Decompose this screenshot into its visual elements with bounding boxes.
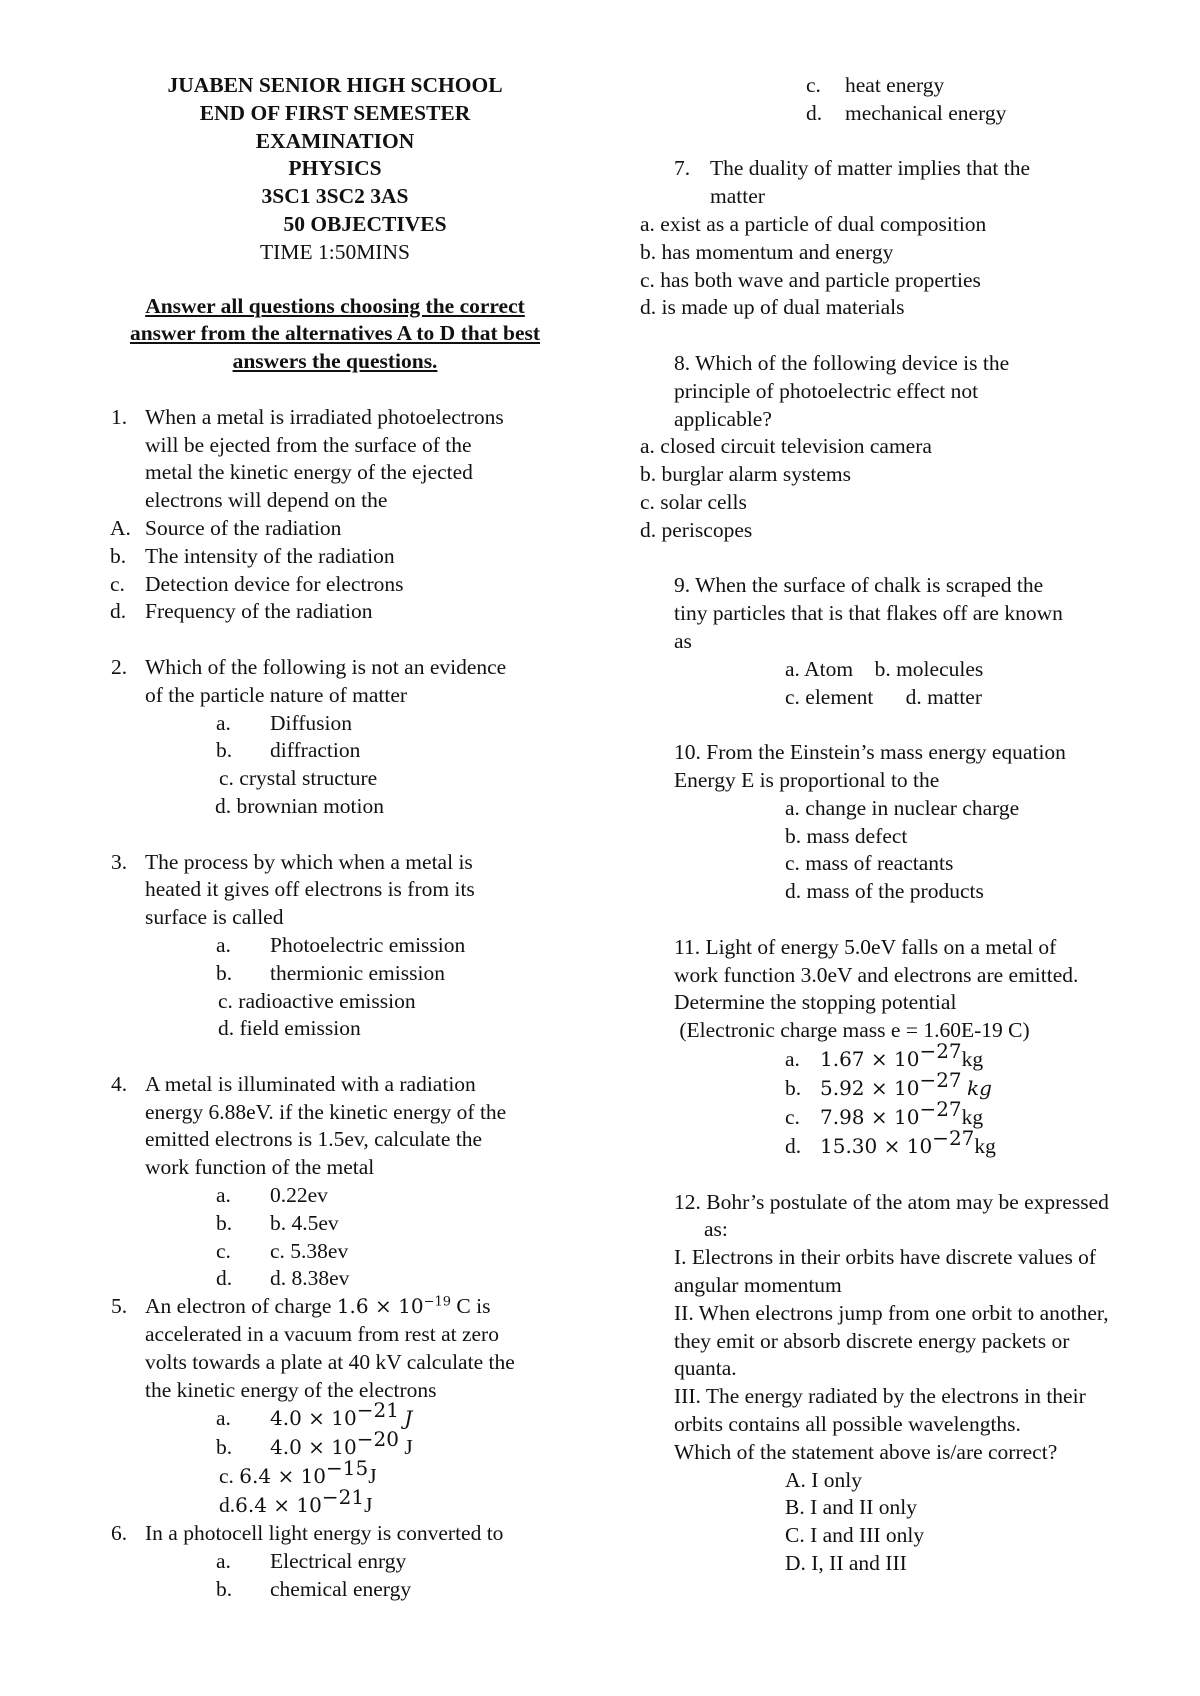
option: C. I and III only xyxy=(785,1523,925,1548)
question-text: matter xyxy=(710,184,765,209)
option: d. field emission xyxy=(218,1016,361,1041)
option: D. I, II and III xyxy=(785,1551,907,1576)
option: b. thermionic emission xyxy=(216,960,445,985)
exam-line-1: END OF FIRST SEMESTER xyxy=(199,100,471,125)
option: c. radioactive emission xyxy=(218,988,416,1013)
question-text: An electron of charge $1.6 \times 10^{-19}$ C is xyxy=(145,1294,491,1319)
option: b. burglar alarm systems xyxy=(640,462,851,487)
question-text: will be ejected from the surface of the xyxy=(145,432,472,457)
charge-value: $1.6 \times 10^{-19}$ xyxy=(336,1294,451,1319)
question-11 xyxy=(640,934,1180,1045)
option: A. I only xyxy=(785,1467,863,1492)
option: b. b. 4.5ev xyxy=(216,1210,339,1235)
question-text: 10. From the Einstein’s mass energy equation xyxy=(674,740,1066,765)
question-10 xyxy=(640,739,1180,795)
question-12 xyxy=(640,1189,1180,1245)
question-3 xyxy=(85,849,585,932)
option: b. chemical energy xyxy=(216,1577,412,1602)
question-4 xyxy=(85,1071,585,1182)
option: a. Electrical enrgy xyxy=(216,1549,407,1574)
option: c. $7.98 \times 10^{-27}kg$ xyxy=(785,1096,984,1129)
option: A. Source of the radiation xyxy=(110,515,342,540)
left-column xyxy=(85,72,585,1604)
question-text: electrons will depend on the xyxy=(145,488,388,513)
right-column xyxy=(640,72,1180,1578)
question-text: The process by which when a metal is xyxy=(145,849,473,874)
option: a. $4.0 \times 10^{-21}$ J xyxy=(216,1398,413,1431)
option: $d.6.4 \times 10^{-21}J$ xyxy=(219,1485,373,1518)
question-number: 1. xyxy=(111,404,128,429)
question-number: 6. xyxy=(111,1521,128,1546)
option: a. $1.67 \times 10^{-27}kg$ xyxy=(785,1038,984,1071)
option: d. brownian motion xyxy=(215,793,384,818)
question-number: 5. xyxy=(111,1294,128,1319)
question-text: Which of the following is not an evidence xyxy=(145,654,507,679)
option: c. crystal structure xyxy=(219,766,378,791)
option-row: a. Atom b. molecules xyxy=(785,656,984,681)
statement: they emit or absorb discrete energy packets or xyxy=(674,1328,1070,1353)
statement: angular momentum xyxy=(674,1273,842,1298)
option: c. mass of reactants xyxy=(785,851,954,876)
option: c. solar cells xyxy=(640,489,747,514)
option: c. Detection device for electrons xyxy=(110,571,404,596)
option: d. Frequency of the radiation xyxy=(110,599,373,624)
question-text: 8. Which of the following device is the xyxy=(674,350,1010,375)
question-number: 3. xyxy=(111,849,128,874)
question-text: of the particle nature of matter xyxy=(145,682,408,707)
instruction-line: answers the questions. xyxy=(232,349,438,374)
time-allowed: TIME 1:50MINS xyxy=(260,239,410,264)
question-text: Determine the stopping potential xyxy=(674,990,957,1015)
school-name: JUABEN SENIOR HIGH SCHOOL xyxy=(167,73,503,97)
question-text: A metal is illuminated with a radiation xyxy=(145,1071,476,1096)
question-number: 2. xyxy=(111,654,128,679)
question-2 xyxy=(85,654,585,710)
question-text: emitted electrons is 1.5ev, calculate the xyxy=(145,1127,483,1152)
question-text: principle of photoelectric effect not xyxy=(674,378,979,403)
question-number: 7. xyxy=(674,156,691,181)
question-text: (Electronic charge mass e = 1.60E-19 C) xyxy=(674,1018,1030,1043)
instructions xyxy=(85,293,585,376)
question-text: applicable? xyxy=(674,406,772,431)
question-text: 11. Light of energy 5.0eV falls on a metal of xyxy=(674,934,1057,959)
option: d. d. 8.38ev xyxy=(216,1266,350,1291)
option: d. periscopes xyxy=(640,517,753,542)
question-text: work function 3.0eV and electrons are emitted. xyxy=(674,962,1079,987)
classes: 3SC1 3SC2 3AS xyxy=(261,184,409,209)
question-text: as: xyxy=(704,1217,728,1242)
question-5 xyxy=(85,1293,585,1404)
exam-line-2: EXAMINATION xyxy=(255,128,415,153)
question-text: volts towards a plate at 40 kV calculate the xyxy=(145,1349,515,1374)
option: c. heat energy xyxy=(806,73,945,97)
option: a. exist as a particle of dual composition xyxy=(640,211,987,236)
question-6 xyxy=(85,1520,585,1548)
question-7 xyxy=(640,155,1180,211)
question-8 xyxy=(640,350,1180,433)
question-text: surface is called xyxy=(145,905,284,930)
statement: Which of the statement above is/are correct? xyxy=(674,1439,1058,1464)
option: b. mass defect xyxy=(785,823,908,848)
option: a. Photoelectric emission xyxy=(216,932,466,957)
option: B. I and II only xyxy=(785,1495,917,1520)
question-text: as xyxy=(674,628,692,653)
option: b. has momentum and energy xyxy=(640,239,894,264)
option: d. mass of the products xyxy=(785,879,984,904)
question-text: When a metal is irradiated photoelectrons xyxy=(145,404,504,429)
option-row: c. element d. matter xyxy=(785,684,983,709)
objectives: 50 OBJECTIVES xyxy=(283,211,447,236)
option: b. diffraction xyxy=(216,738,361,763)
exam-header xyxy=(85,72,585,267)
option: d. is made up of dual materials xyxy=(640,295,905,320)
option: c. has both wave and particle properties xyxy=(640,267,981,292)
option: c. c. 5.38ev xyxy=(216,1238,349,1263)
question-text: The duality of matter implies that the xyxy=(710,156,1031,181)
question-text: Energy E is proportional to the xyxy=(674,767,940,792)
statement: quanta. xyxy=(674,1356,737,1381)
statement: II. When electrons jump from one orbit to another, xyxy=(674,1300,1109,1325)
statement: I. Electrons in their orbits have discrete values of xyxy=(674,1245,1097,1270)
option: a. closed circuit television camera xyxy=(640,434,932,459)
subject: PHYSICS xyxy=(288,156,382,181)
question-number: 4. xyxy=(111,1071,128,1096)
instruction-line: answer from the alternatives A to D that best xyxy=(129,321,541,346)
option: b. $4.0 \times 10^{-20}$ J xyxy=(216,1427,413,1460)
question-text: the kinetic energy of the electrons xyxy=(145,1377,437,1402)
instruction-line: Answer all questions choosing the correct xyxy=(145,293,525,318)
option: d. $15.30 \times 10^{-27}kg$ xyxy=(785,1125,996,1158)
question-1 xyxy=(85,404,585,515)
question-text: metal the kinetic energy of the ejected xyxy=(145,460,473,485)
option: a. change in nuclear charge xyxy=(785,795,1020,820)
statement: orbits contains all possible wavelengths. xyxy=(674,1412,1021,1437)
question-text: heated it gives off electrons is from its xyxy=(145,877,475,902)
option: c. $6.4 \times 10^{-15}J$ xyxy=(219,1456,377,1489)
option: a. Diffusion xyxy=(216,710,353,735)
question-text: tiny particles that is that flakes off are known xyxy=(674,601,1063,626)
statement: III. The energy radiated by the electrons in their xyxy=(674,1384,1086,1409)
option: b. The intensity of the radiation xyxy=(110,543,395,568)
question-text: accelerated in a vacuum from rest at zero xyxy=(145,1322,499,1347)
question-text: In a photocell light energy is converted to xyxy=(145,1521,504,1546)
option: a. 0.22ev xyxy=(216,1183,328,1208)
question-text: 9. When the surface of chalk is scraped the xyxy=(674,573,1044,598)
question-text: 12. Bohr’s postulate of the atom may be expressed xyxy=(674,1189,1109,1214)
option: d. mechanical energy xyxy=(806,100,1007,125)
question-text: work function of the metal xyxy=(145,1155,375,1180)
option: b. $5.92 \times 10^{-27}$ kg xyxy=(785,1067,992,1100)
question-9 xyxy=(640,572,1180,655)
question-text: energy 6.88eV. if the kinetic energy of the xyxy=(145,1099,507,1124)
